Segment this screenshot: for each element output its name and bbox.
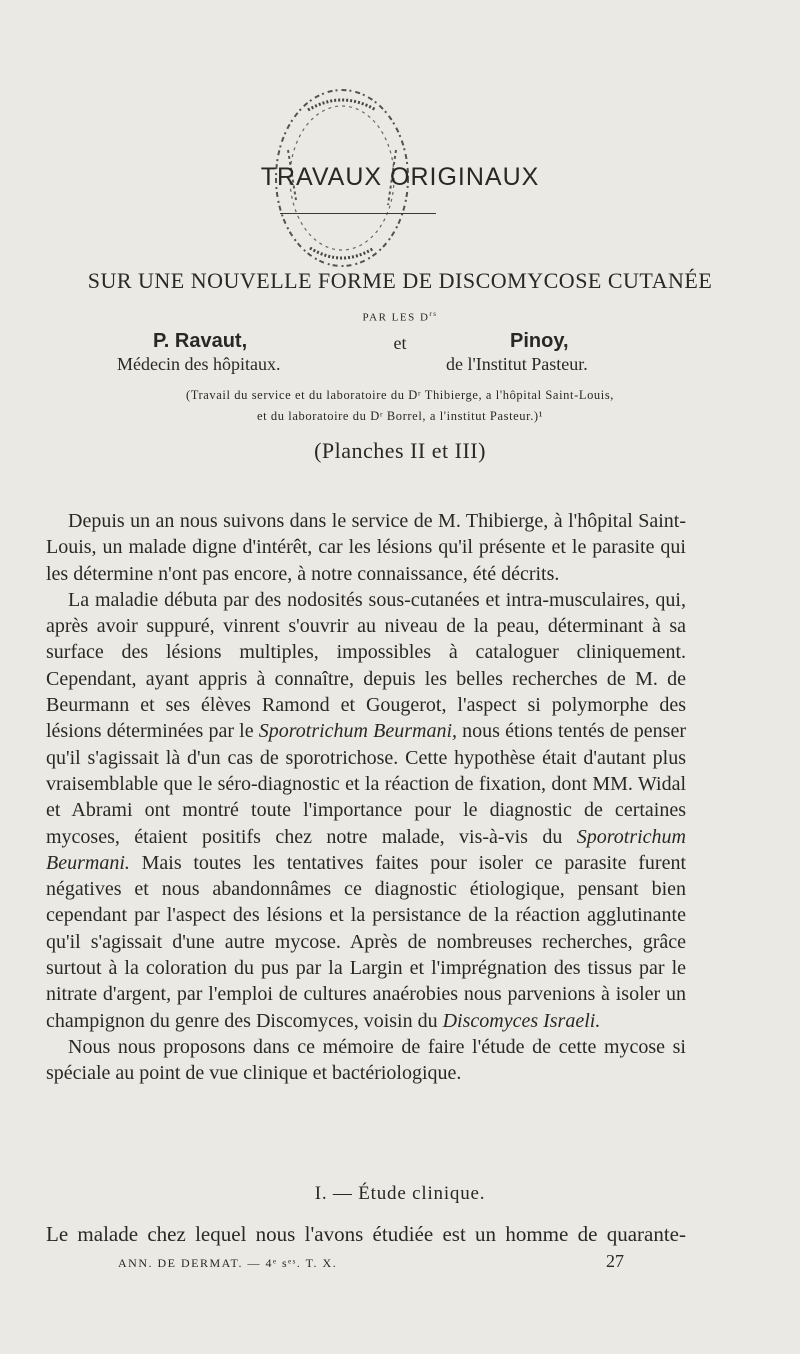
author-affiliation-1: Médecin des hôpitaux. [117, 354, 281, 374]
paragraph-3: Nous nous proposons dans ce mémoire de faire l'étude de cette mycose si spéciale au point de vue clinique et bactériologique. [46, 1035, 686, 1085]
by-line: PAR LES $D^{rs}$ [362, 310, 438, 324]
page-number: 27 [606, 1251, 624, 1271]
body-text [46, 508, 686, 1087]
work-note-line-2: et du laboratoire du Dʳ Borrel, a l'institut Pasteur.)¹ [256, 409, 544, 423]
author-name-1: P. Ravaut, [153, 330, 248, 352]
header-rule [280, 213, 436, 214]
author-name-2: Pinoy, [510, 330, 569, 352]
section-first-line: Le malade chez lequel nous l'avons étudiée est un homme de quarante- [46, 1222, 686, 1246]
paragraph-2: La maladie débuta par des nodosités sous-cutanées et intra-musculaires, qui, après avoir suppuré, vinrent s'ouvrir au niveau de la peau, déterminant à sa surface des lésions multiples, impossibles à cataloguer cliniquement. Cependant, ayant appris à connaître, depuis les belles recherches de M. de Beurmann et ses élèves Ramond et Gougerot, l'aspect si polymorphe des lésions déterminées par le Sporotrichum Beurmani, nous étions tentés de penser qu'il s'agissait là d'un cas de sporotrichose. Cette hypothèse était d'autant plus vraisemblable que le séro-diagnostic et la réaction de fixation, dont MM. Widal et Abrami ont montré toute l'importance pour le diagnostic de certaines mycoses, étaient positifs chez notre malade, vis-à-vis du Sporotrichum Beurmani. Mais toutes les tentatives faites pour isoler ce parasite furent négatives et nous abandonnâmes ce diagnostic étiologique, pensant bien cependant par l'aspect des lésions et la persistance de la réaction agglutinante qu'il s'agissait d'une autre mycose. Après de nombreuses recherches, grâce surtout à la coloration du pus par la Largin et l'imprégnation des tissus par le nitrate d'argent, par l'emploi de cultures anaérobies nous parvenions à isoler un champignon du genre des Discomyces, voisin du Discomyces Israeli. [46, 588, 686, 1032]
author-conjunction: et [393, 333, 407, 353]
work-note-line-1: (Travail du service et du laboratoire du Dʳ Thibierge, a l'hôpital Saint-Louis, [185, 388, 615, 402]
section-header: TRAVAUX ORIGINAUX [260, 163, 540, 191]
plates-reference: (Planches II et III) [314, 438, 486, 463]
paragraph-1: Depuis un an nous suivons dans le service de M. Thibierge, à l'hôpital Saint-Louis, un malade digne d'intérêt, car les lésions qu'il présente et le parasite qui les détermine n'ont pas encore, à notre connaissance, été décrits. [46, 510, 686, 585]
article-title: SUR UNE NOUVELLE FORME DE DISCOMYCOSE CUTANÉE [87, 268, 713, 293]
work-note [40, 385, 760, 427]
journal-footer: ANN. DE DERMAT. — 4ᵉ sᵉˢ. T. X. [118, 1256, 338, 1270]
author-affiliation-2: de l'Institut Pasteur. [446, 354, 588, 374]
section-heading: I. — Étude clinique. [314, 1183, 486, 1204]
